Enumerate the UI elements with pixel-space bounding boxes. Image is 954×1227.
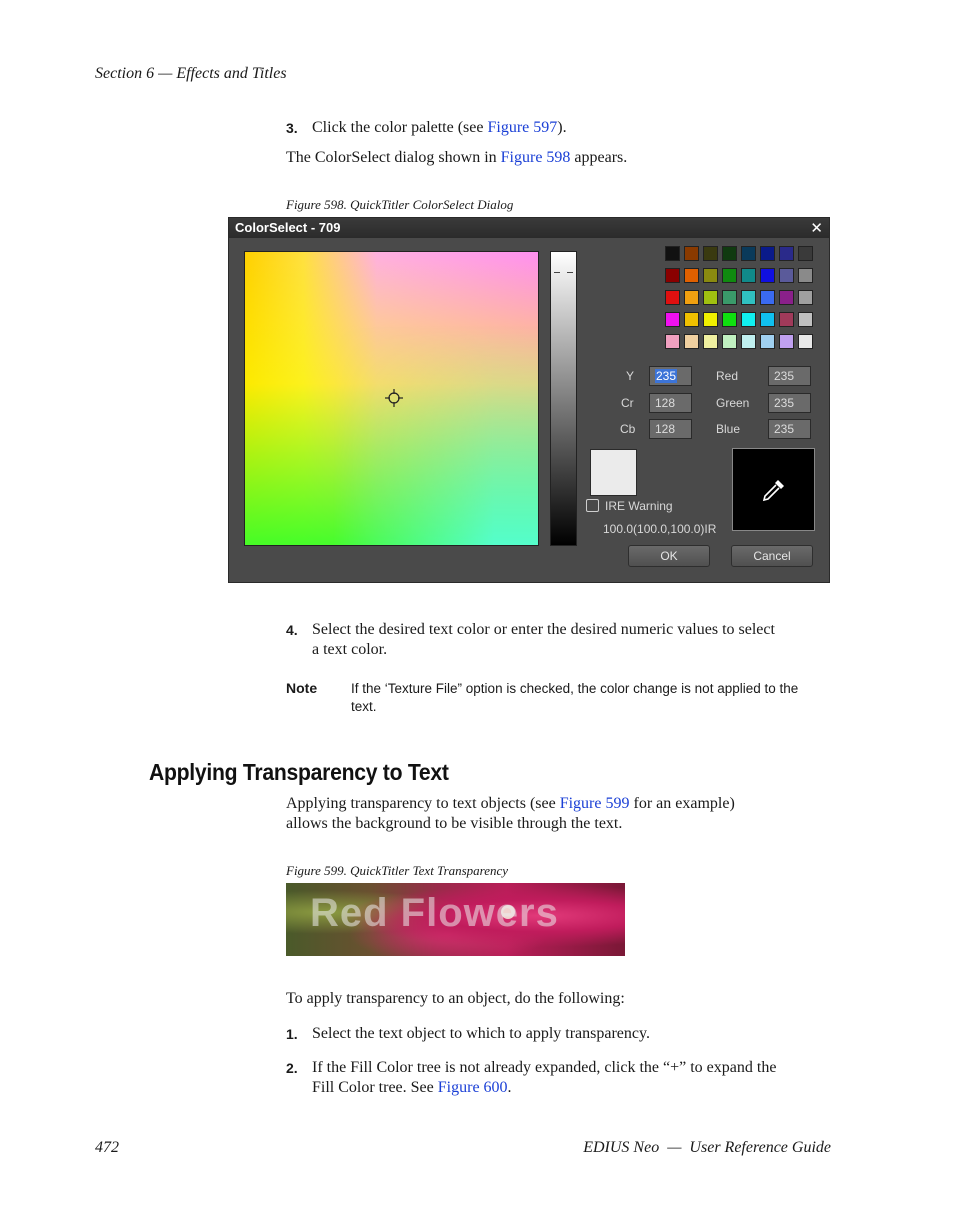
color-swatch[interactable] [722,312,737,327]
step-number: 3. [286,120,298,136]
running-header: Section 6 — Effects and Titles [95,65,287,82]
step-text [312,620,832,660]
step-text-line [312,1078,832,1098]
color-swatch[interactable] [779,246,794,261]
transparency-example-image [286,883,625,956]
ire-value-readout: 100.0(100.0,100.0)IR [603,522,717,536]
color-preview [590,449,637,496]
color-swatch[interactable] [779,312,794,327]
step-text-line: If the Fill Color tree is not already expanded, click the “+” to expand the [312,1059,777,1076]
color-swatch[interactable] [779,290,794,305]
green-input[interactable]: 235 [768,393,811,413]
color-swatch[interactable] [703,290,718,305]
color-swatch[interactable] [779,268,794,283]
figure-598-link[interactable]: Figure 598 [500,149,571,166]
blue-input[interactable]: 235 [768,419,811,439]
dialog-title: ColorSelect - 709 [235,220,341,235]
step-text: Select the text object to which to apply transparency. [312,1025,650,1042]
color-swatch[interactable] [703,246,718,261]
color-swatch[interactable] [665,246,680,261]
y-input[interactable] [649,366,692,386]
color-swatch[interactable] [684,246,699,261]
image-text: Red Flowers [310,891,559,935]
y-label: Y [626,369,635,383]
color-swatch[interactable] [760,334,775,349]
red-input[interactable]: 235 [768,366,811,386]
para-post: appears. [570,149,628,166]
ok-button[interactable]: OK [628,545,710,567]
step-text-pre: Click the color palette (see [312,119,488,136]
color-swatch[interactable] [760,290,775,305]
luminance-slider[interactable] [550,251,577,546]
note-line: text. [351,699,377,714]
step-text [312,1058,832,1098]
color-swatch[interactable] [779,334,794,349]
step-number: 2. [286,1060,298,1076]
color-swatch[interactable] [798,268,813,283]
cb-label: Cb [620,422,636,436]
step-text-line: Select the desired text color or enter the desired numeric values to select [312,621,775,638]
crosshair-icon [385,389,403,407]
eyedropper-button[interactable] [732,448,815,531]
step-number: 4. [286,622,298,638]
color-swatch[interactable] [684,334,699,349]
color-swatch[interactable] [760,246,775,261]
color-swatch[interactable] [760,268,775,283]
step-number: 1. [286,1026,298,1042]
color-swatch[interactable] [665,312,680,327]
color-swatch[interactable] [703,312,718,327]
color-swatch[interactable] [741,312,756,327]
color-swatch[interactable] [722,246,737,261]
paragraph: To apply transparency to an object, do the following: [286,990,625,1007]
color-swatch[interactable] [741,268,756,283]
figure-caption: Figure 598. QuickTitler ColorSelect Dialog [286,197,514,212]
step-text-post: . [507,1079,512,1096]
note-text [351,680,821,716]
color-swatch[interactable] [722,290,737,305]
figure-597-link[interactable]: Figure 597 [487,119,558,136]
color-swatch[interactable] [703,334,718,349]
color-swatch[interactable] [760,312,775,327]
green-label: Green [716,396,750,410]
red-label: Red [716,369,739,383]
color-swatch[interactable] [665,268,680,283]
para-line: allows the background to be visible through the text. [286,815,623,832]
figure-599-link[interactable]: Figure 599 [559,795,630,812]
color-swatch[interactable] [798,246,813,261]
cancel-button[interactable]: Cancel [731,545,813,567]
slider-marker-right [567,272,573,273]
para-line [286,794,826,814]
color-swatch[interactable] [665,290,680,305]
blue-label: Blue [716,422,741,436]
color-swatch[interactable] [741,246,756,261]
color-swatch[interactable] [722,334,737,349]
colorselect-dialog [228,217,830,583]
y-value: 235 [656,369,677,383]
guide-title: EDIUS Neo — User Reference Guide [583,1139,831,1156]
step-text-post: ). [557,119,567,136]
paragraph [286,148,627,168]
color-swatch[interactable] [722,268,737,283]
step-text [312,118,567,138]
ire-warning-checkbox[interactable] [586,499,599,512]
color-swatch[interactable] [798,312,813,327]
paragraph [286,794,826,834]
color-swatch[interactable] [741,290,756,305]
color-palette [665,246,817,354]
color-swatch[interactable] [684,268,699,283]
color-gradient-field[interactable] [244,251,539,546]
eyedropper-icon [761,477,787,503]
dialog-titlebar[interactable] [229,218,829,238]
step-text-line: a text color. [312,641,388,658]
slider-marker-left [554,272,560,273]
page-number: 472 [95,1139,119,1156]
cb-input[interactable]: 128 [649,419,692,439]
close-icon[interactable]: ✕ [810,219,823,237]
color-swatch[interactable] [684,290,699,305]
ire-warning-label: IRE Warning [605,499,673,513]
color-swatch[interactable] [741,334,756,349]
figure-600-link[interactable]: Figure 600 [437,1079,508,1096]
color-swatch[interactable] [703,268,718,283]
para-pre: The ColorSelect dialog shown in [286,149,501,166]
step-text-pre: Fill Color tree. See [312,1079,438,1096]
para-post: for an example) [629,795,735,812]
color-swatch[interactable] [665,334,680,349]
color-swatch[interactable] [798,290,813,305]
figure-caption: Figure 599. QuickTitler Text Transparency [286,863,509,878]
section-heading: Applying Transparency to Text [149,759,449,785]
color-swatch[interactable] [684,312,699,327]
color-swatch[interactable] [798,334,813,349]
cr-label: Cr [621,396,634,410]
cr-input[interactable]: 128 [649,393,692,413]
note-label: Note [286,680,318,696]
para-pre: Applying transparency to text objects (see [286,795,560,812]
note-line: If the ‘Texture File” option is checked, the color change is not applied to the [351,681,799,696]
